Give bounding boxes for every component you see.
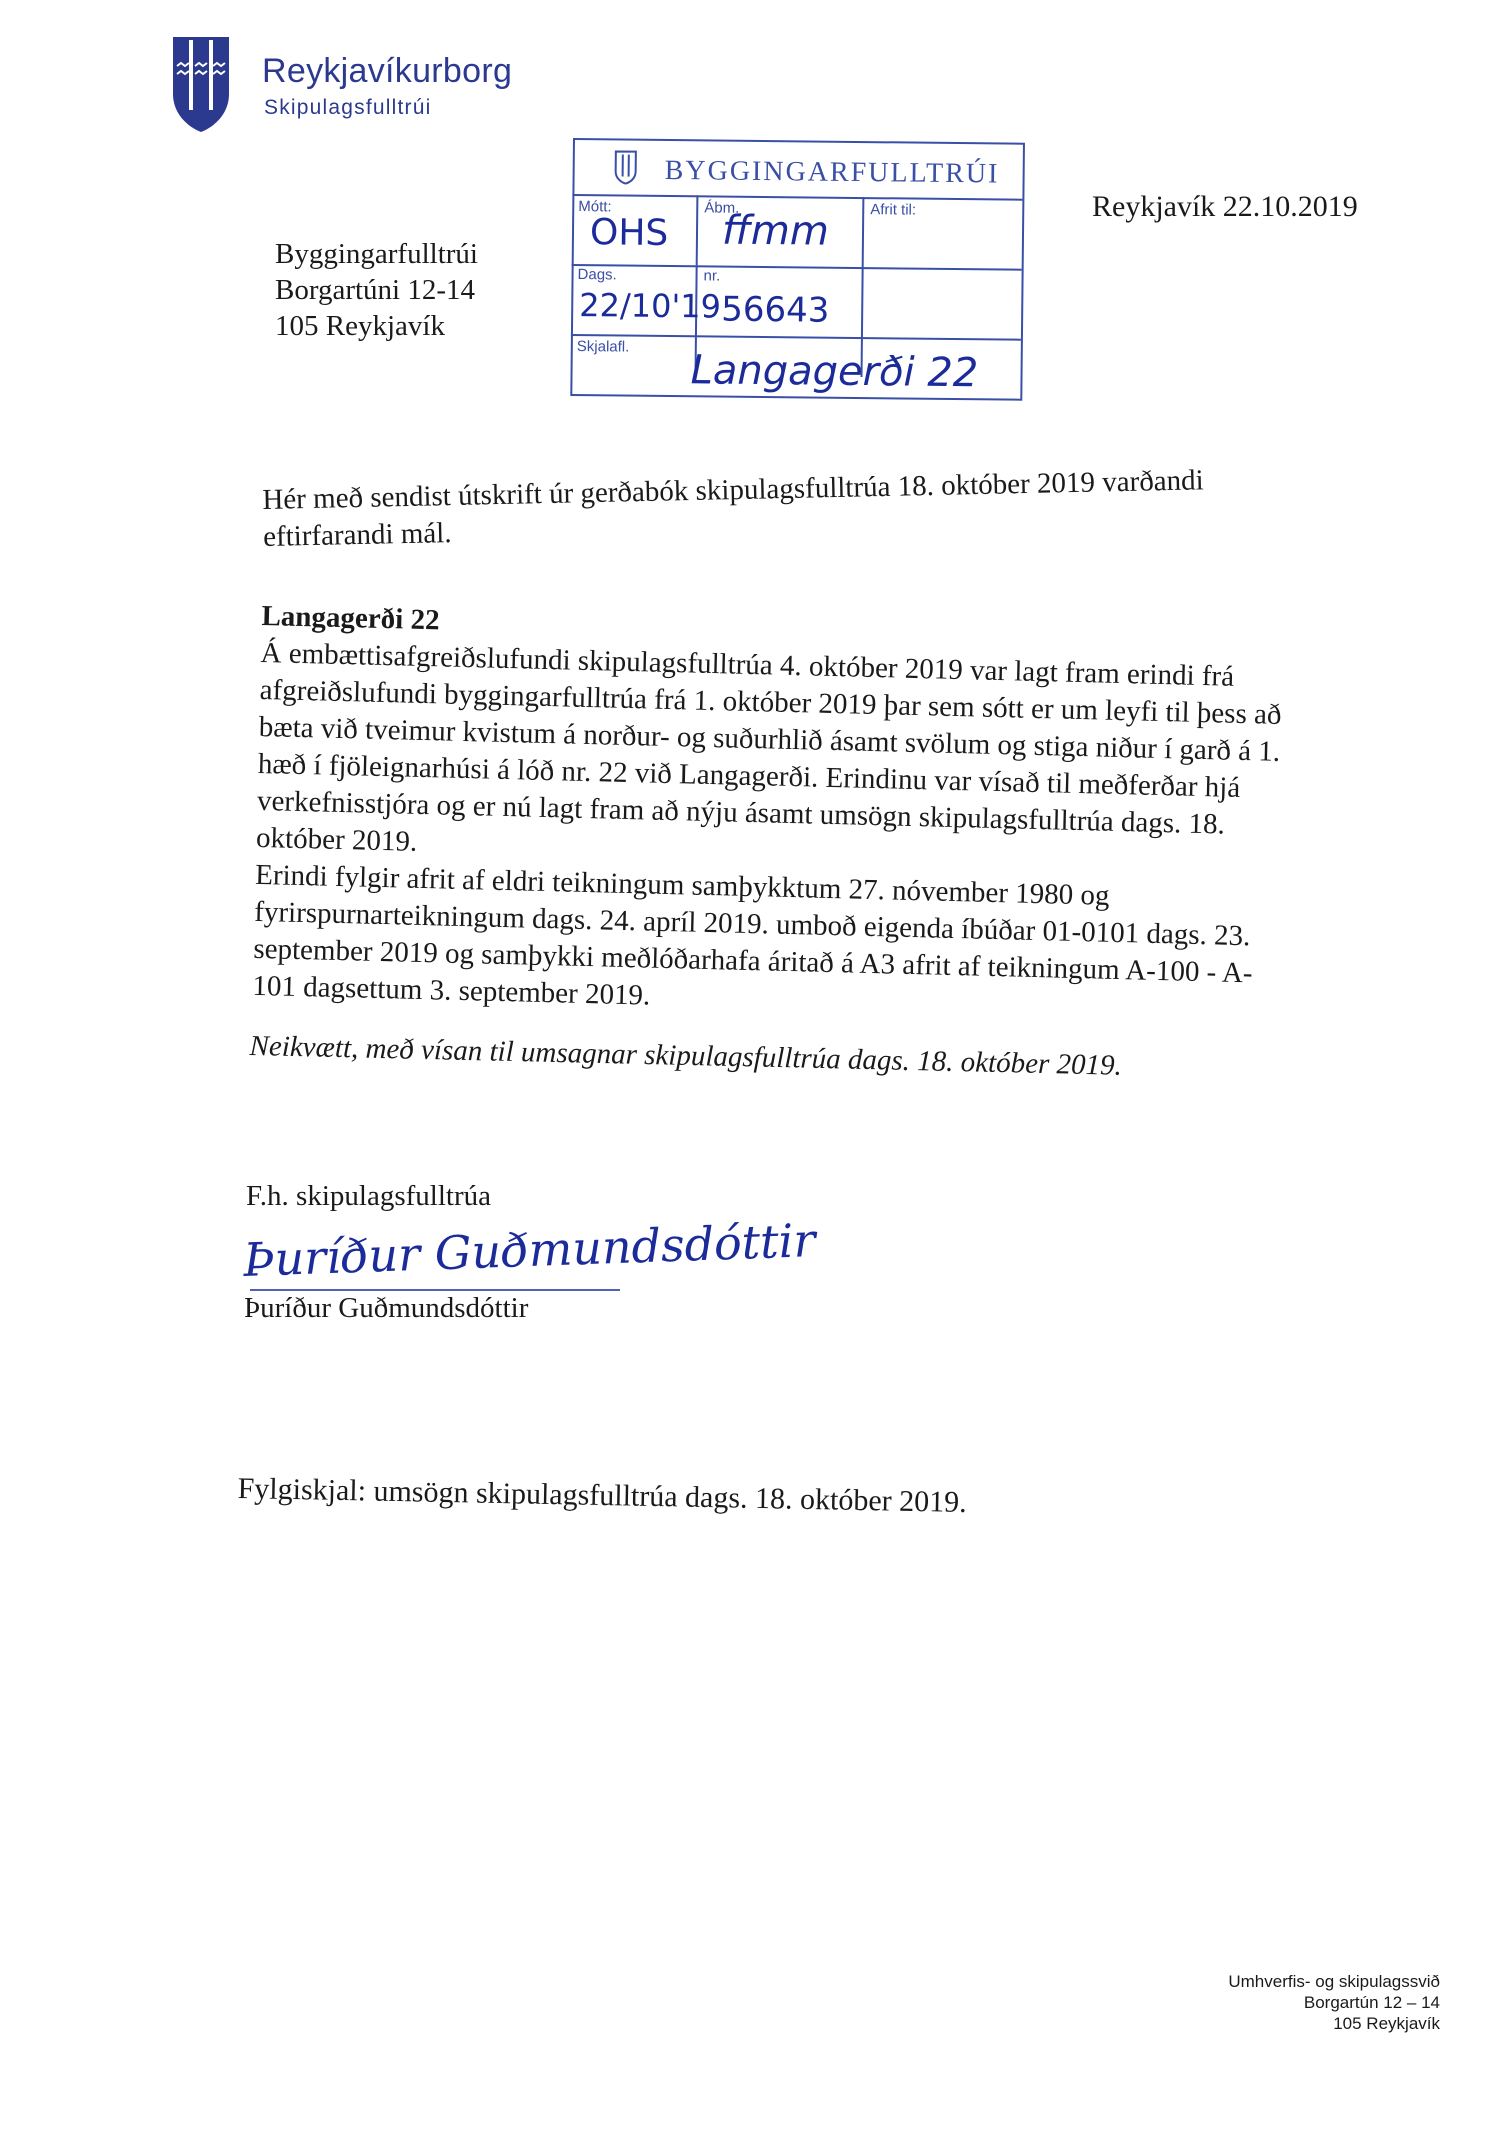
- stamp-received-by: OHS: [589, 212, 669, 255]
- case-title: Langagerði 22: [261, 599, 440, 637]
- case-decision: Neikvætt, með vísan til umsagnar skipulagsfulltrúa dags. 18. október 2019.: [249, 1030, 1123, 1082]
- recipient-line-1: Byggingarfulltrúi: [275, 238, 478, 270]
- stamp-label-copy-to: Afrit til:: [870, 201, 917, 219]
- signature-prefix: F.h. skipulagsfulltrúa: [246, 1180, 491, 1212]
- stamp-label-received: Mótt:: [578, 198, 612, 216]
- stamp-shield-icon: [615, 150, 637, 184]
- letter-date: Reykjavík 22.10.2019: [1092, 190, 1358, 223]
- organization-name: Reykjavíkurborg: [262, 52, 513, 90]
- intro-text: Hér með sendist útskrift úr gerðabók skipulagsfulltrúa 18. október 2019 varðandi eftirfarandi mál.: [262, 464, 1205, 553]
- reykjavik-shield-icon: [170, 34, 232, 134]
- case-paragraph-1: Á embættisafgreiðslufundi skipulagsfulltrúa 4. október 2019 var lagt fram erindi frá afgreiðslufundi byggingarfulltrúa frá 1. október 2019 þar sem sótt er um leyfi til þess að bæta við tveimur kvistum á norður- og suðurhlið ásamt svölum og stiga niður í garð á 1. hæð í fjöleignarhúsi á lóð nr. 22 við Langagerði. Erindinu var vísað til meðferðar hjá verkefnisstjóra og er nú lagt fram að nýju ásamt umsögn skipulagsfulltrúa dags. 18. október 2019.: [255, 636, 1282, 858]
- stamp-label-number: nr.: [703, 267, 721, 285]
- footer-department: Umhverfis- og skipulagssvið: [1228, 1972, 1440, 1991]
- handwritten-signature: [240, 1213, 817, 1298]
- stamp-file-reference: Langagerði 22: [690, 347, 979, 397]
- stamp-responsible: ffmm: [721, 207, 830, 255]
- enclosure-note: Fylgiskjal: umsögn skipulagsfulltrúa dags. 18. október 2019.: [237, 1472, 968, 1519]
- stamp-received-date: 22/10'19: [579, 286, 722, 326]
- svg-text:Þuríður Guðmundsdóttir: Þuríður Guðmundsdóttir: [242, 1213, 817, 1287]
- department-name: Skipulagsfulltrúi: [264, 96, 432, 119]
- footer-city: 105 Reykjavík: [1333, 2014, 1440, 2033]
- intro-paragraph: [262, 460, 1303, 556]
- footer-street: Borgartún 12 – 14: [1303, 1993, 1440, 2012]
- case-paragraph-2: Erindi fylgir afrit af eldri teikningum samþykktum 27. nóvember 1980 og fyrirspurnarteikningum dags. 24. apríl 2019. umboð eigenda íbúðar 01-0101 dags. 23. september 2019 og samþykki meðlóðarhafa áritað á A3 afrit af teikningum A-100 - A-101 dagsettum 3. september 2019.: [252, 858, 1253, 1012]
- stamp-title: BYGGINGARFULLTRÚI: [664, 154, 1000, 190]
- stamp-label-date: Dags.: [577, 266, 617, 284]
- case-section: [252, 598, 1302, 1030]
- received-stamp: [570, 138, 1025, 401]
- stamp-case-number: 56643: [721, 289, 830, 331]
- recipient-line-2: Borgartúni 12-14: [275, 274, 476, 306]
- recipient-line-3: 105 Reykjavík: [275, 310, 445, 342]
- stamp-label-responsible: Ábm.: [704, 199, 740, 217]
- signatory-name: Þuríður Guðmundsdóttir: [244, 1292, 529, 1324]
- stamp-label-file: Skjalafl.: [576, 338, 630, 356]
